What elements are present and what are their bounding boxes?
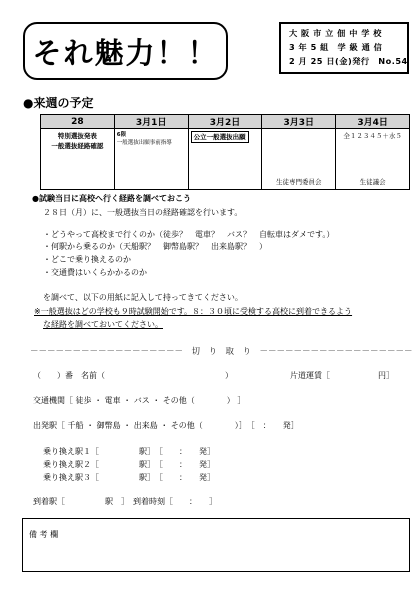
- notice-instruction: を調べて、以下の用紙に記入して持ってきてください。: [43, 293, 243, 302]
- class-newsletter-label: 3 年 5 組 学 級 通 信: [289, 42, 383, 52]
- schedule-event: 一般選抜出願事前指導: [116, 140, 172, 146]
- departure-field: 出発駅［ 千船 ・ 御幣島 ・ 出来島 ・ その他（ ）］ ［ ： 発］: [33, 421, 299, 430]
- name-row: （ ）番 名前（ ）: [33, 371, 233, 380]
- schedule-header-day4: 3月3日: [262, 115, 336, 129]
- schedule-header-row: [41, 115, 410, 129]
- schedule-event: 特別選抜発表: [57, 132, 97, 140]
- notice-note-line1: ※一般選抜はどの学校も９時試験開始です。８：３０頃に受検する高校に到着できるよう: [34, 307, 353, 316]
- transfer-row-3: 乗り換え駅３［ 駅］ ［ ： 発］: [43, 473, 215, 482]
- schedule-event: 全１２３４５＋水５: [343, 132, 402, 140]
- transport-field: 交通機関［ 徒歩 ・ 電車 ・ バス ・ その他（ ） ］: [33, 396, 246, 405]
- newsletter-title: それ魅力！！: [32, 35, 219, 70]
- arrival-field: 到着駅［ 駅 ］ 到着時刻［ ： ］: [33, 497, 217, 506]
- schedule-cell-day1: [41, 129, 115, 190]
- notice-bullet: ・どこで乗り換えるのか: [43, 255, 131, 264]
- notice-bullet: ・どうやって高校まで行くのか（徒歩？ 電車？ バス？ 自転車はダメです。）: [43, 230, 335, 239]
- schedule-event: 生徒議会: [359, 178, 386, 186]
- transfer-row-1: 乗り換え駅１［ 駅］ ［ ： 発］: [43, 447, 215, 456]
- schedule-event: 一般選抜経路確認: [51, 142, 104, 150]
- schedule-table: [40, 114, 410, 190]
- issue-info-box: [279, 22, 409, 74]
- section-title: ●来週の予定: [23, 96, 94, 110]
- notice-intro: ２８日（月）に、一般選抜当日の経路確認を行います。: [43, 208, 243, 217]
- schedule-cell-day4: [262, 129, 336, 190]
- transfer-row-2: 乗り換え駅２［ 駅］ ［ ： 発］: [43, 460, 215, 469]
- schedule-cell-day3: [188, 129, 262, 190]
- fare-field: 片道運賃［ 円］: [290, 371, 394, 380]
- schedule-header-day2: 3月1日: [114, 115, 188, 129]
- school-name: 大 阪 市 立 佃 中 学 校: [289, 28, 382, 38]
- schedule-header-day3: 3月2日: [188, 115, 262, 129]
- schedule-event-row: [41, 129, 410, 190]
- notice-heading: ●試験当日に高校へ行く経路を調べておこう: [32, 194, 191, 203]
- issue-date: 2 月 25 日(金)発行 No.54: [289, 56, 408, 66]
- schedule-header-day5: 3月4日: [336, 115, 410, 129]
- notice-note-line2: な経路を調べておいてください。: [43, 320, 163, 329]
- memo-label: 備 考 欄: [29, 530, 59, 539]
- schedule-header-day1: 28: [41, 115, 115, 129]
- schedule-event: 公立一般選抜出願: [191, 131, 249, 143]
- schedule-event: 6限: [116, 132, 127, 138]
- schedule-cell-day2: [114, 129, 188, 190]
- notice-bullet: ・何駅から乗るのか（天船駅？ 御幣島駅？ 出来島駅？ ）: [43, 242, 267, 251]
- newsletter-title-box: [23, 22, 228, 80]
- memo-box: [22, 518, 410, 572]
- cut-line: －－－－－－－－－－－－－－－－－－ 切 り 取 り －－－－－－－－－－－－－－－－－－: [30, 347, 413, 357]
- notice-bullet: ・交通費はいくらかかるのか: [43, 268, 147, 277]
- schedule-cell-day5: [336, 129, 410, 190]
- schedule-event: 生徒専門委員会: [276, 178, 322, 186]
